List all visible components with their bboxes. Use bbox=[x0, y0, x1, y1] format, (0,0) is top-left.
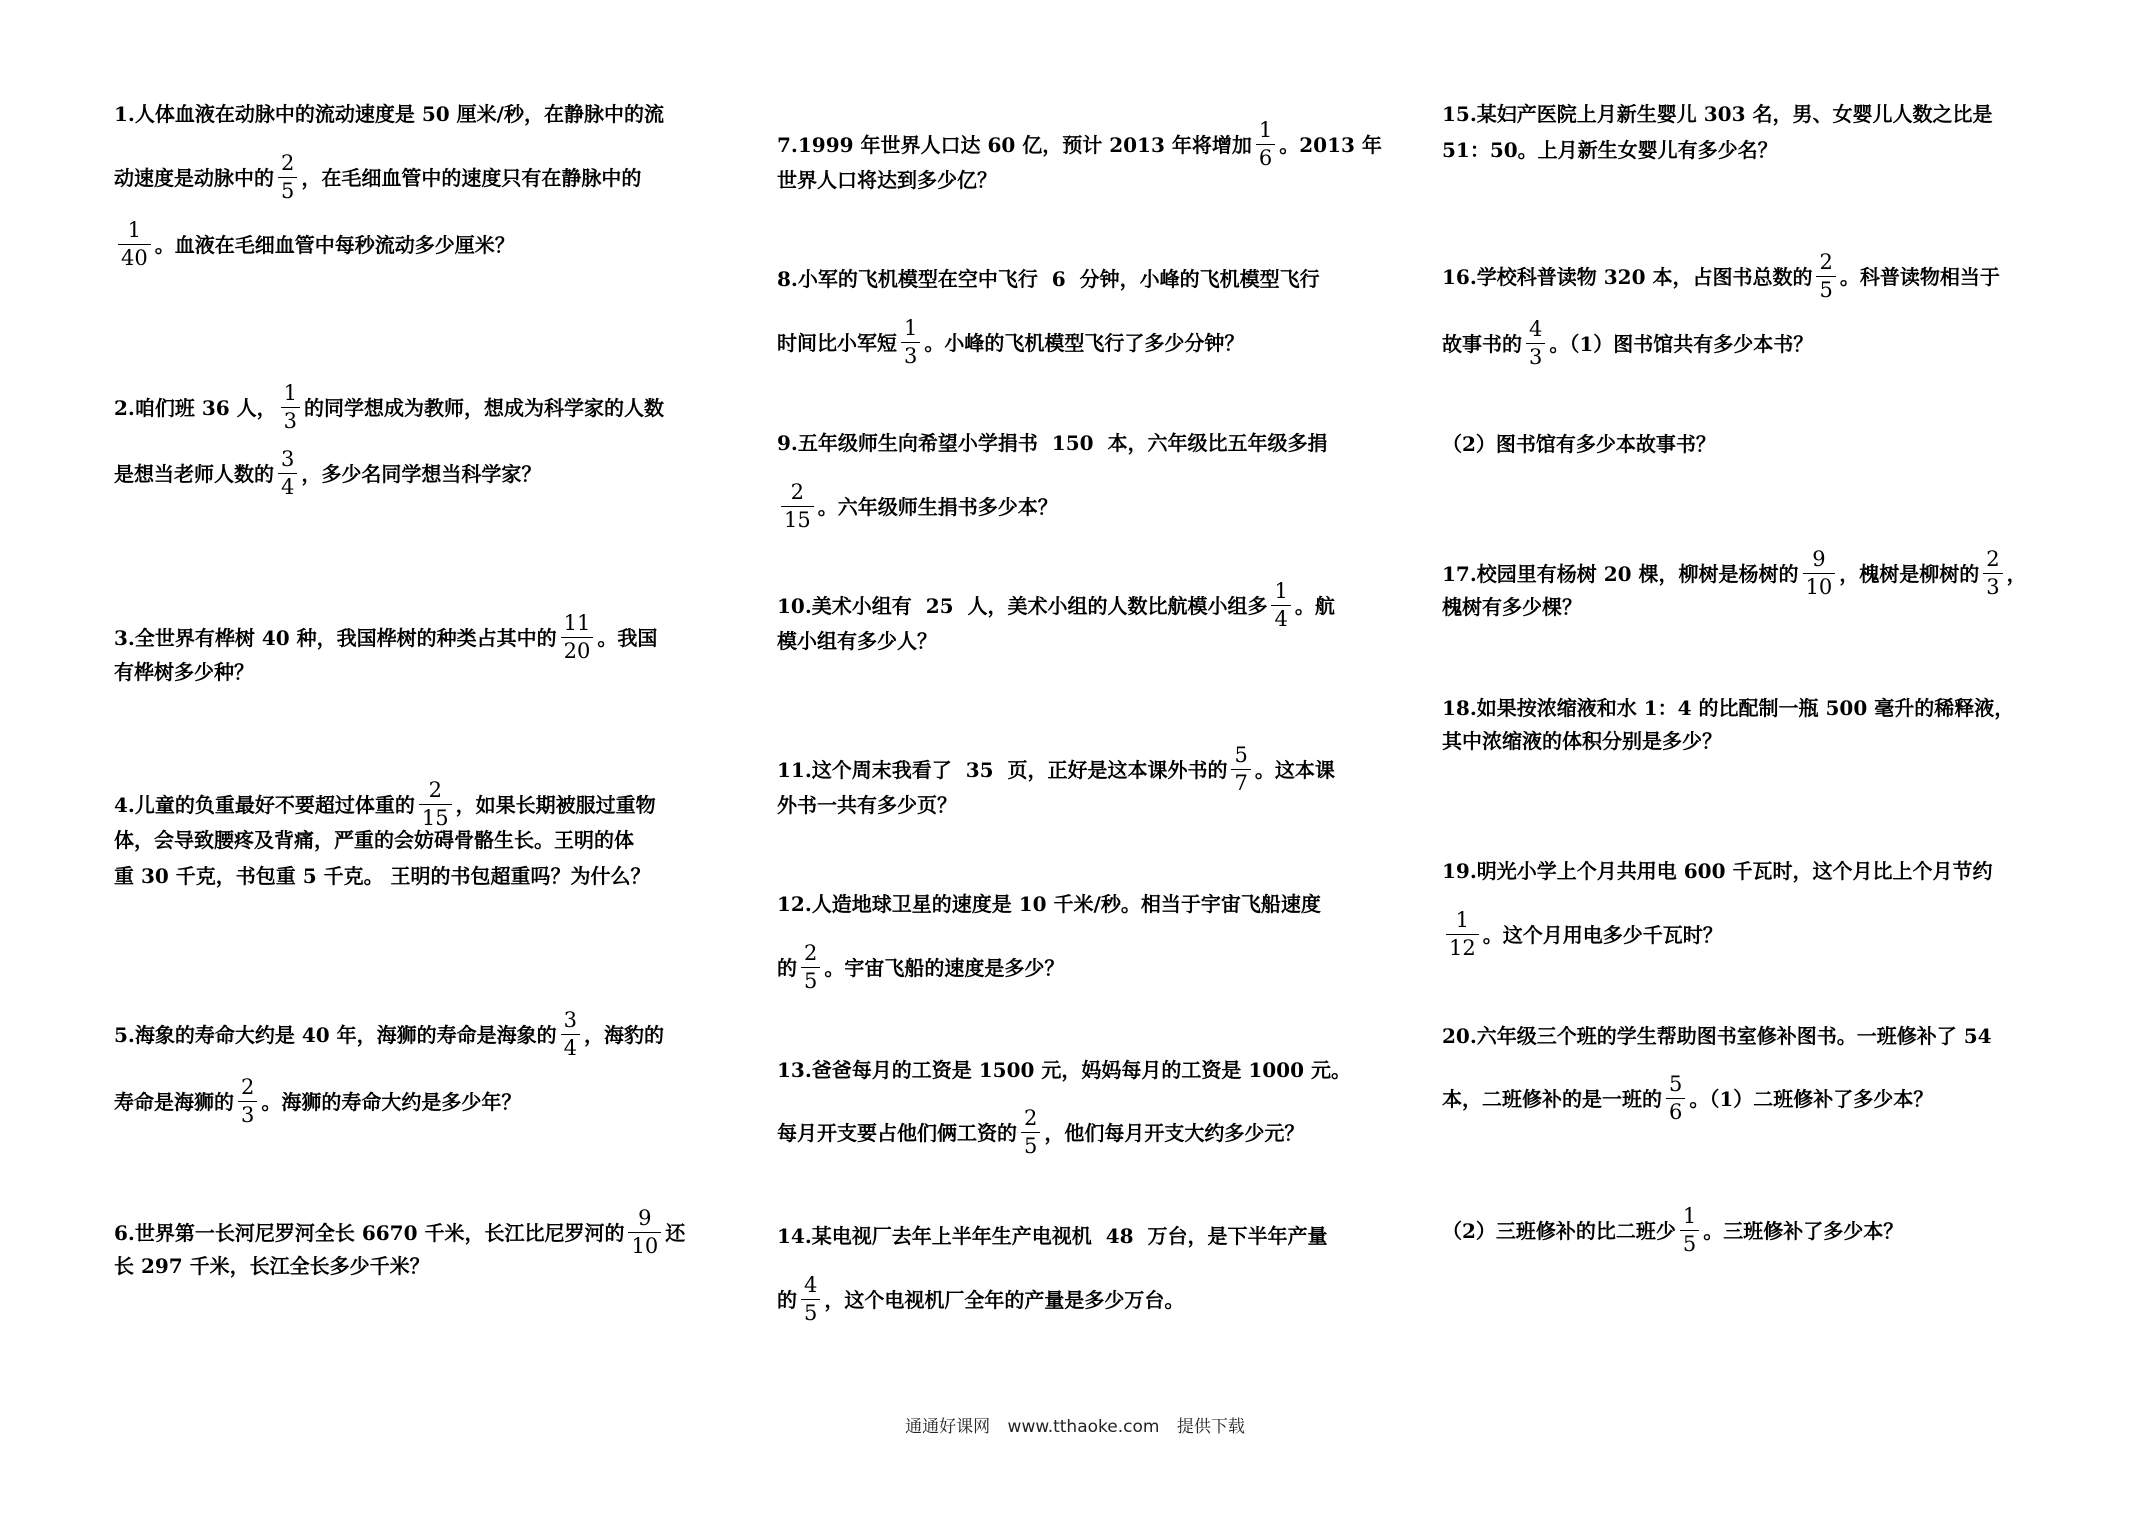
problem-line bbox=[777, 943, 1373, 992]
problem-line bbox=[1442, 910, 2038, 959]
fraction-denominator: 6 bbox=[1666, 1098, 1685, 1123]
footer-url[interactable]: www.tthaoke.com bbox=[1007, 1417, 1160, 1437]
fraction-numerator: 5 bbox=[1669, 1072, 1683, 1096]
problem-text: 19.明光小学上个月共用电 600 千瓦时，这个月比上个月节约 bbox=[1442, 859, 1993, 883]
problem-text: ，海豹的 bbox=[584, 1022, 665, 1047]
fraction-numerator: 4 bbox=[1529, 317, 1543, 341]
fraction bbox=[1680, 1206, 1699, 1255]
problem-line bbox=[1442, 597, 2038, 617]
fraction-denominator: 12 bbox=[1446, 934, 1479, 959]
problem-text: 时间比小军短 bbox=[777, 330, 897, 355]
problem-line bbox=[1442, 861, 2038, 881]
fraction-denominator: 5 bbox=[278, 177, 297, 202]
problem-line bbox=[114, 830, 710, 850]
fraction-numerator: 1 bbox=[1258, 118, 1273, 142]
fraction bbox=[1446, 910, 1479, 959]
problem-text: 外书一共有多少页？ bbox=[777, 793, 957, 817]
problem-line bbox=[114, 1208, 710, 1257]
problem-text: 。航 bbox=[1294, 593, 1335, 618]
fraction-numerator: 11 bbox=[563, 611, 591, 635]
fraction-denominator: 4 bbox=[278, 473, 297, 498]
problem-line bbox=[777, 118, 1382, 170]
fraction-denominator: 15 bbox=[419, 804, 452, 829]
fraction-denominator: 3 bbox=[1526, 343, 1545, 368]
problem-text: 动速度是动脉中的 bbox=[114, 165, 274, 190]
problem-text: 本，二班修补的是一班的 bbox=[1442, 1086, 1662, 1111]
problem-text: 重 30 千克，书包重 5 千克。 王明的书包超重吗？为什么？ bbox=[114, 864, 651, 888]
problem-text: （2）图书馆有多少本故事书？ bbox=[1442, 432, 1716, 456]
fraction bbox=[1231, 745, 1250, 794]
fraction-denominator: 5 bbox=[1680, 1230, 1699, 1255]
problem-text: 世界人口将达到多少亿？ bbox=[777, 168, 997, 192]
fraction bbox=[278, 449, 297, 498]
fraction-numerator: 3 bbox=[563, 1008, 578, 1032]
problem-line bbox=[1442, 549, 2038, 598]
problem-text: 的 bbox=[777, 1287, 797, 1312]
problem-line bbox=[114, 866, 710, 886]
problem-line bbox=[1442, 140, 2038, 160]
problem-text: 10.美术小组有 25 人，美术小组的人数比航模小组多 bbox=[777, 593, 1268, 618]
problem-line bbox=[1442, 319, 2038, 368]
fraction-denominator: 6 bbox=[1256, 144, 1275, 169]
fraction-numerator: 4 bbox=[804, 1273, 818, 1297]
problem-text: 18.如果按浓缩液和水 1：4 的比配制一瓶 500 毫升的稀释液， bbox=[1442, 696, 2015, 720]
fraction-denominator: 5 bbox=[1021, 1132, 1040, 1157]
fraction-denominator: 4 bbox=[561, 1034, 580, 1059]
problem-text: 。（1）二班修补了多少本？ bbox=[1689, 1086, 1934, 1111]
fraction-denominator: 10 bbox=[628, 1232, 661, 1257]
fraction-denominator: 10 bbox=[1803, 573, 1836, 598]
problem-line bbox=[114, 104, 710, 124]
problem-line bbox=[114, 449, 710, 498]
problem-text: 的同学想成为教师，想成为科学家的人数 bbox=[304, 395, 665, 420]
problem-text: 。我国 bbox=[597, 625, 658, 650]
fraction bbox=[801, 1275, 820, 1324]
problem-text: 3.全世界有桦树 40 种，我国桦树的种类占其中的 bbox=[114, 625, 557, 650]
problem-text: 体，会导致腰疼及背痛，严重的会妨碍骨骼生长。王明的体 bbox=[114, 828, 634, 852]
fraction bbox=[1666, 1074, 1685, 1123]
fraction-denominator: 15 bbox=[781, 506, 814, 531]
problem-text: 1.人体血液在动脉中的流动速度是 50 厘米/秒，在静脉中的流 bbox=[114, 102, 664, 126]
fraction bbox=[118, 220, 151, 269]
fraction bbox=[1526, 319, 1545, 368]
fraction-denominator: 20 bbox=[561, 637, 594, 662]
problem-text: ，如果长期被服过重物 bbox=[455, 792, 656, 817]
problem-text: 其中浓缩液的体积分别是多少？ bbox=[1442, 729, 1722, 753]
fraction-denominator: 5 bbox=[1816, 276, 1835, 301]
footer-site-name: 通通好课网 bbox=[905, 1417, 991, 1437]
problem-line bbox=[1442, 1206, 2038, 1255]
fraction-numerator: 1 bbox=[1682, 1204, 1697, 1228]
problem-text: 的 bbox=[777, 955, 797, 980]
fraction bbox=[1021, 1108, 1040, 1157]
fraction bbox=[1983, 549, 2002, 598]
problem-text: ，多少名同学想当科学家？ bbox=[301, 461, 542, 486]
problem-line bbox=[1442, 434, 2038, 454]
problem-line bbox=[114, 1010, 710, 1059]
problem-line bbox=[114, 383, 710, 432]
problem-text: 6.世界第一长河尼罗河全长 6670 千米，长江比尼罗河的 bbox=[114, 1220, 625, 1245]
problem-text: 4.儿童的负重最好不要超过体重的 bbox=[114, 792, 415, 817]
fraction-numerator: 9 bbox=[1812, 547, 1826, 571]
fraction bbox=[281, 383, 300, 432]
problem-text: 。2013 年 bbox=[1279, 132, 1382, 157]
problem-text: 模小组有多少人？ bbox=[777, 629, 937, 653]
problem-text: ， bbox=[2006, 561, 2027, 586]
problem-line bbox=[114, 613, 710, 662]
problem-text: ，他们每月开支大约多少元？ bbox=[1044, 1120, 1305, 1145]
problem-line bbox=[1442, 104, 2038, 124]
problem-line bbox=[777, 745, 1373, 794]
fraction-numerator: 1 bbox=[1455, 908, 1470, 932]
problem-text: 是想当老师人数的 bbox=[114, 461, 274, 486]
problem-text: 寿命是海狮的 bbox=[114, 1089, 234, 1114]
problem-text: 有桦树多少种？ bbox=[114, 660, 254, 684]
problem-line bbox=[1442, 1026, 2038, 1046]
problem-line bbox=[114, 662, 710, 682]
fraction-numerator: 2 bbox=[1024, 1106, 1038, 1130]
fraction bbox=[238, 1077, 257, 1126]
problem-text: 每月开支要占他们俩工资的 bbox=[777, 1120, 1017, 1145]
problem-text: 。这个月用电多少千瓦时？ bbox=[1482, 922, 1723, 947]
fraction-numerator: 1 bbox=[904, 316, 918, 340]
fraction-numerator: 1 bbox=[283, 381, 298, 405]
problem-line bbox=[777, 581, 1373, 630]
problem-text: 。这本课 bbox=[1254, 757, 1335, 782]
problem-line bbox=[777, 1060, 1373, 1080]
fraction-numerator: 2 bbox=[241, 1075, 255, 1099]
problem-text: 。六年级师生捐书多少本？ bbox=[817, 494, 1058, 519]
problem-line bbox=[114, 1256, 710, 1276]
fraction-numerator: 2 bbox=[428, 778, 442, 802]
fraction-denominator: 40 bbox=[118, 244, 151, 269]
problem-text: （2）三班修补的比二班少 bbox=[1442, 1218, 1676, 1243]
footer-tail: 提供下载 bbox=[1176, 1417, 1245, 1437]
problem-text: 16.学校科普读物 320 本，占图书总数的 bbox=[1442, 264, 1813, 289]
problem-line bbox=[777, 795, 1373, 815]
problem-text: 。科普读物相当于 bbox=[1839, 264, 2000, 289]
problem-text: 20.六年级三个班的学生帮助图书室修补图书。一班修补了 54 bbox=[1442, 1024, 1992, 1048]
fraction bbox=[901, 318, 920, 367]
problem-text: 13.爸爸每月的工资是 1500 元，妈妈每月的工资是 1000 元。 bbox=[777, 1058, 1351, 1082]
fraction-numerator: 2 bbox=[1986, 547, 2000, 571]
problem-line bbox=[777, 1226, 1373, 1246]
problem-line bbox=[114, 153, 710, 202]
problem-line bbox=[777, 269, 1373, 289]
fraction bbox=[801, 943, 820, 992]
problem-text: 。三班修补了多少本？ bbox=[1703, 1218, 1904, 1243]
problem-text: 故事书的 bbox=[1442, 331, 1522, 356]
fraction bbox=[1256, 120, 1275, 169]
fraction bbox=[1803, 549, 1836, 598]
problem-line bbox=[777, 170, 1373, 190]
problem-text: 。宇宙飞船的速度是多少？ bbox=[824, 955, 1065, 980]
problem-line bbox=[1442, 698, 2038, 718]
fraction-numerator: 1 bbox=[1274, 579, 1288, 603]
problem-text: ，槐树是柳树的 bbox=[1839, 561, 1980, 586]
problem-text: 17.校园里有杨树 20 棵，柳树是杨树的 bbox=[1442, 561, 1799, 586]
problem-line bbox=[114, 220, 710, 269]
problem-text: 11.这个周末我看了 35 页，正好是这本课外书的 bbox=[777, 757, 1228, 782]
problem-text: ，在毛细血管中的速度只有在静脉中的 bbox=[301, 165, 642, 190]
fraction-numerator: 2 bbox=[1819, 250, 1833, 274]
fraction bbox=[1271, 581, 1290, 630]
problem-text: 。小峰的飞机模型飞行了多少分钟？ bbox=[924, 330, 1245, 355]
fraction-denominator: 5 bbox=[801, 1299, 820, 1324]
problem-line bbox=[777, 1275, 1373, 1324]
problem-line bbox=[777, 318, 1373, 367]
problem-line bbox=[114, 1077, 710, 1126]
fraction-numerator: 1 bbox=[127, 218, 142, 242]
fraction-numerator: 2 bbox=[790, 480, 805, 504]
fraction-denominator: 5 bbox=[801, 967, 820, 992]
problem-text: 9.五年级师生向希望小学捐书 150 本，六年级比五年级多捐 bbox=[777, 431, 1328, 455]
problem-line bbox=[1442, 252, 2038, 301]
fraction-denominator: 3 bbox=[238, 1101, 257, 1126]
problem-text: 。海狮的寿命大约是多少年？ bbox=[261, 1089, 522, 1114]
problem-line bbox=[1442, 1074, 2038, 1123]
fraction bbox=[1816, 252, 1835, 301]
problem-text: ，这个电视机厂全年的产量是多少万台。 bbox=[824, 1287, 1185, 1312]
fraction-numerator: 5 bbox=[1234, 743, 1248, 767]
fraction-numerator: 9 bbox=[638, 1206, 652, 1230]
fraction-denominator: 3 bbox=[901, 342, 920, 367]
problem-text: 7.1999 年世界人口达 60 亿，预计 2013 年将增加 bbox=[777, 132, 1252, 157]
problem-text: 。血液在毛细血管中每秒流动多少厘米？ bbox=[154, 232, 515, 257]
problem-text: 槐树有多少棵？ bbox=[1442, 595, 1582, 619]
fraction bbox=[419, 780, 452, 829]
fraction-numerator: 3 bbox=[281, 447, 295, 471]
problem-text: 还 bbox=[665, 1220, 686, 1245]
problem-text: 5.海象的寿命大约是 40 年，海狮的寿命是海象的 bbox=[114, 1022, 557, 1047]
fraction-denominator: 7 bbox=[1231, 769, 1250, 794]
problem-line bbox=[777, 894, 1373, 914]
problem-text: 2.咱们班 36 人， bbox=[114, 395, 277, 420]
problem-line bbox=[777, 631, 1373, 651]
fraction bbox=[628, 1208, 661, 1257]
problem-text: 长 297 千米，长江全长多少千米？ bbox=[114, 1254, 430, 1278]
problem-line bbox=[1442, 731, 2038, 751]
fraction-numerator: 2 bbox=[804, 941, 818, 965]
problem-text: 8.小军的飞机模型在空中飞行 6 分钟，小峰的飞机模型飞行 bbox=[777, 267, 1320, 291]
problem-text: 15.某妇产医院上月新生婴儿 303 名，男、女婴儿人数之比是 bbox=[1442, 102, 1993, 126]
fraction-denominator: 3 bbox=[1983, 573, 2002, 598]
problem-text: 14.某电视厂去年上半年生产电视机 48 万台，是下半年产量 bbox=[777, 1224, 1328, 1248]
problem-line bbox=[114, 780, 710, 829]
problem-line bbox=[777, 1108, 1373, 1157]
problem-line bbox=[777, 433, 1373, 453]
fraction-denominator: 4 bbox=[1271, 605, 1290, 630]
problem-text: 12.人造地球卫星的速度是 10 千米/秒。相当于宇宙飞船速度 bbox=[777, 892, 1321, 916]
fraction bbox=[278, 153, 297, 202]
page-footer bbox=[0, 1412, 2150, 1437]
problem-text: 。（1）图书馆共有多少本书？ bbox=[1549, 331, 1814, 356]
fraction bbox=[781, 482, 814, 531]
problem-text: 51：50。上月新生女婴儿有多少名？ bbox=[1442, 138, 1778, 162]
fraction bbox=[561, 613, 594, 662]
fraction bbox=[561, 1010, 580, 1059]
fraction-numerator: 2 bbox=[281, 151, 295, 175]
problem-line bbox=[777, 482, 1373, 531]
fraction-denominator: 3 bbox=[281, 407, 300, 432]
